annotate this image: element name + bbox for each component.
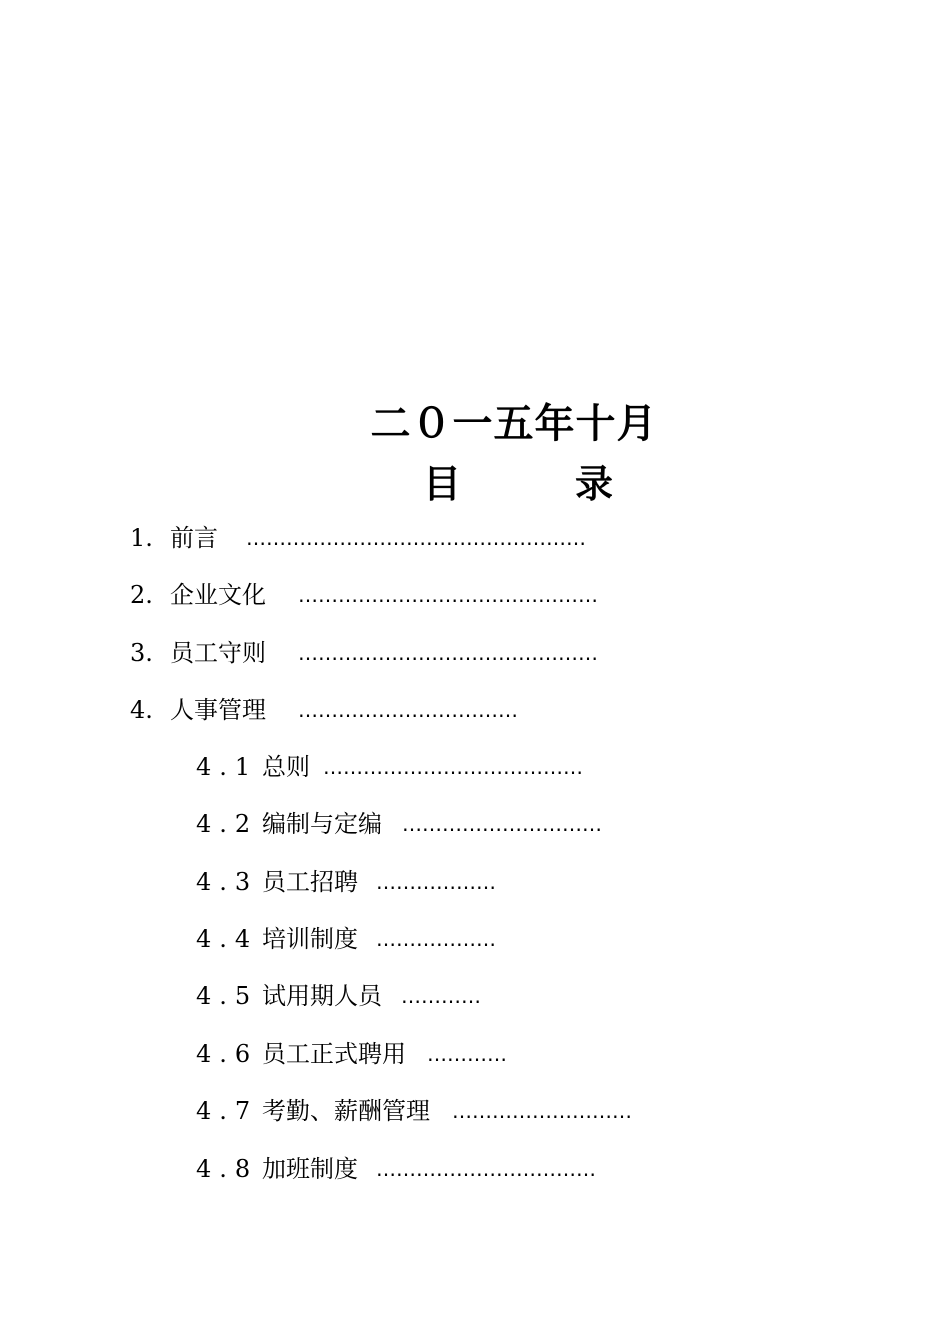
- toc-entry-label: 培训制度: [262, 925, 358, 953]
- toc-entry-leader: …………: [401, 984, 481, 1008]
- toc-title: 目 录: [422, 461, 613, 506]
- toc-entry-label: 人事管理: [170, 696, 266, 724]
- toc-entry-label: 编制与定编: [262, 810, 382, 838]
- toc-entry-leader: ……………………………………………: [246, 526, 586, 550]
- toc-entry-label: 考勤、薪酬管理: [262, 1097, 430, 1125]
- toc-entry-label: 员工正式聘用: [262, 1040, 406, 1068]
- toc-entry-number: 4.5: [196, 982, 259, 1010]
- toc-entry-leader: ……………………………: [298, 698, 518, 722]
- toc-entry-leader: ………………: [376, 870, 496, 894]
- toc-entry-leader: ………………: [376, 927, 496, 951]
- cover-date: 二０一五年十月: [370, 400, 658, 447]
- toc-entry-number: 1.: [130, 524, 153, 552]
- toc-entry-number: 4.6: [196, 1040, 259, 1068]
- toc-entry-leader: ………………………………………: [298, 583, 598, 607]
- toc-entry-leader: …………………………………: [323, 755, 583, 779]
- toc-entry-leader: ………………………………………: [298, 641, 598, 665]
- toc-entry-label: 总则: [262, 753, 310, 781]
- toc-entry-number: 4.3: [196, 868, 259, 896]
- toc-entry-leader: ………………………: [452, 1099, 632, 1123]
- toc-entry-label: 前言: [170, 524, 218, 552]
- toc-entry-leader: …………………………: [402, 812, 602, 836]
- toc-entry-label: 加班制度: [262, 1155, 358, 1183]
- toc-entry-number: 4.2: [196, 810, 259, 838]
- toc-entry-number: 4.: [130, 696, 153, 724]
- toc-entry-leader: ……………………………: [376, 1157, 596, 1181]
- toc-entry-label: 员工守则: [170, 639, 266, 667]
- toc-entry-number: 4.7: [196, 1097, 259, 1125]
- toc-entry-label: 企业文化: [170, 581, 266, 609]
- toc-entry-number: 4.1: [196, 753, 259, 781]
- toc-entry-leader: …………: [427, 1042, 507, 1066]
- toc-entry-number: 4.8: [196, 1155, 259, 1183]
- toc-entry-number: 3.: [130, 639, 153, 667]
- toc-entry-label: 员工招聘: [262, 868, 358, 896]
- toc-entry-label: 试用期人员: [262, 982, 382, 1010]
- toc-entry-number: 2.: [130, 581, 153, 609]
- toc-entry-number: 4.4: [196, 925, 259, 953]
